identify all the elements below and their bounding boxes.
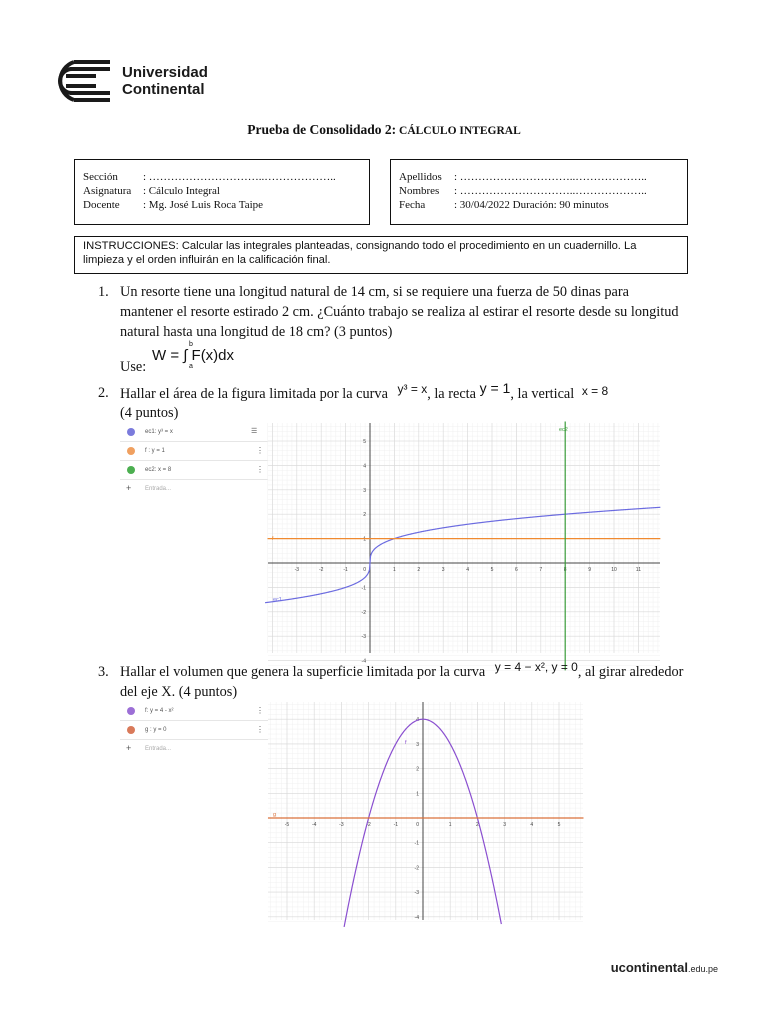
- university-name: Universidad Continental: [122, 64, 208, 98]
- x-tick-label: 5: [557, 822, 561, 828]
- university-logo-icon: [52, 60, 112, 102]
- x-tick-label: 1: [393, 567, 396, 573]
- x-tick-label: 9: [588, 567, 591, 573]
- algebra-item-ec2[interactable]: ec2: x = 8 ⋮: [120, 461, 268, 480]
- y-tick-label: -1: [361, 585, 366, 592]
- x-tick-label: -4: [311, 822, 317, 828]
- graph-label: ec1: [273, 597, 282, 603]
- color-dot-icon: [127, 447, 135, 455]
- color-dot-icon: [127, 707, 135, 715]
- y-tick-label: -3: [361, 634, 366, 641]
- x-tick-label: 3: [503, 822, 506, 828]
- use-label: Use:: [120, 359, 147, 375]
- question-2: 2. Hallar el área de la figura limitada por la curva $^{y^3 = x}$, la recta y = 1, la vertical $^{x = 8}$: [98, 380, 609, 402]
- instructions-box: INSTRUCCIONES: Calcular las integrales planteadas, consignando todo el procedimiento en un cuadernillo. La limpieza y el orden influirán en la calificación final.: [74, 236, 688, 274]
- origin-label: 0: [363, 567, 366, 573]
- more-options-icon[interactable]: ⋮: [256, 446, 264, 455]
- y-tick-label: -2: [361, 609, 366, 616]
- x-tick-label: -3: [294, 567, 300, 573]
- more-options-icon[interactable]: ⋮: [256, 465, 264, 474]
- x-tick-label: -1: [343, 567, 348, 573]
- algebra-input[interactable]: + Entrada...: [126, 483, 172, 493]
- y-tick-label: -1: [414, 840, 419, 847]
- algebra-item-ec1[interactable]: ec1: y³ = x ☰: [120, 423, 268, 442]
- x-tick-label: 6: [515, 567, 518, 573]
- course-info-box: Sección : …………………………..……………….. Asignatura : Cálculo Integral Docente : Mg. José Luis Roca Taipe: [74, 159, 370, 225]
- algebra-item-f[interactable]: f : y = 1 ⋮: [120, 442, 268, 461]
- plus-icon: +: [126, 743, 132, 753]
- y-tick-label: 2: [363, 512, 366, 519]
- x-tick-label: 8: [563, 567, 567, 573]
- x-tick-label: 7: [539, 567, 543, 573]
- color-dot-icon: [127, 428, 135, 436]
- page-title: Prueba de Consolidado 2: CÁLCULO INTEGRAL: [247, 122, 521, 137]
- graph-q2[interactable]: [268, 423, 660, 665]
- y-tick-label: 1: [363, 536, 366, 543]
- work-formula: W = ∫ F(x)dx b a: [152, 341, 235, 370]
- y-tick-label: -4: [414, 914, 419, 921]
- x-tick-label: 11: [635, 567, 642, 573]
- algebra-item-f[interactable]: f: y = 4 - x² ⋮: [120, 702, 268, 721]
- color-dot-icon: [127, 466, 135, 474]
- x-tick-label: 3: [441, 567, 445, 573]
- x-tick-label: 10: [611, 567, 617, 573]
- origin-label: 0: [416, 822, 419, 828]
- x-tick-label: 5: [490, 567, 494, 573]
- algebra-item-g[interactable]: g : y = 0 ⋮: [120, 721, 268, 740]
- menu-icon[interactable]: ☰: [251, 428, 258, 435]
- more-options-icon[interactable]: ⋮: [256, 725, 264, 734]
- x-tick-label: 4: [530, 822, 534, 828]
- algebra-input[interactable]: + Entrada...: [126, 743, 172, 753]
- x-tick-label: 2: [417, 567, 421, 573]
- color-dot-icon: [127, 726, 135, 734]
- question-2-points: (4 puntos): [120, 405, 179, 421]
- y-tick-label: 1: [416, 791, 419, 798]
- y-tick-label: 5: [363, 439, 366, 445]
- footer-brand: ucontinental.edu.pe: [610, 960, 718, 975]
- graph-label: ec2: [559, 427, 568, 433]
- plus-icon: +: [126, 483, 132, 493]
- x-tick-label: 1: [448, 822, 452, 828]
- y-tick-label: 3: [416, 741, 419, 748]
- y-tick-label: 4: [363, 463, 366, 470]
- x-tick-label: -5: [284, 822, 290, 828]
- algebra-panel-q2: [120, 423, 268, 495]
- x-tick-label: -2: [366, 822, 371, 828]
- graph-label: f: [405, 740, 407, 746]
- graph-label: f: [272, 536, 274, 542]
- x-tick-label: -1: [393, 822, 399, 828]
- x-tick-label: -3: [339, 822, 344, 828]
- x-tick-label: -2: [318, 567, 324, 573]
- y-tick-label: 3: [363, 487, 366, 494]
- y-tick-label: -4: [361, 658, 366, 665]
- x-tick-label: 2: [476, 822, 479, 828]
- y-tick-label: 4: [416, 717, 419, 724]
- y-tick-label: -2: [414, 865, 419, 872]
- algebra-panel-q3: [120, 702, 268, 758]
- y-tick-label: -3: [414, 890, 419, 897]
- graph-label: g: [273, 812, 277, 818]
- y-tick-label: 2: [416, 766, 419, 773]
- more-options-icon[interactable]: ⋮: [256, 706, 264, 715]
- question-3: 3. Hallar el volumen que genera la superficie limitada por la curva $^{y = 4 - x^2, y = 0}$, al girar alrededor del eje X. (4 puntos): [98, 660, 684, 700]
- question-1: 1. Un resorte tiene una longitud natural de 14 cm, si se requiere una fuerza de 50 dinas para mantener el resorte estirado 2 cm. ¿Cuánto trabajo se realiza al estirar el resorte desde su longitud natural hasta una longitud de 18 cm? (3 puntos): [98, 284, 679, 340]
- x-tick-label: 4: [466, 567, 469, 573]
- graph-q3[interactable]: [268, 702, 583, 920]
- student-info-box: Apellidos : …………………………..……………….. Nombres : …………………………..……………….. Fecha : 30/04/2022 Duración: 90 minutos: [390, 159, 688, 225]
